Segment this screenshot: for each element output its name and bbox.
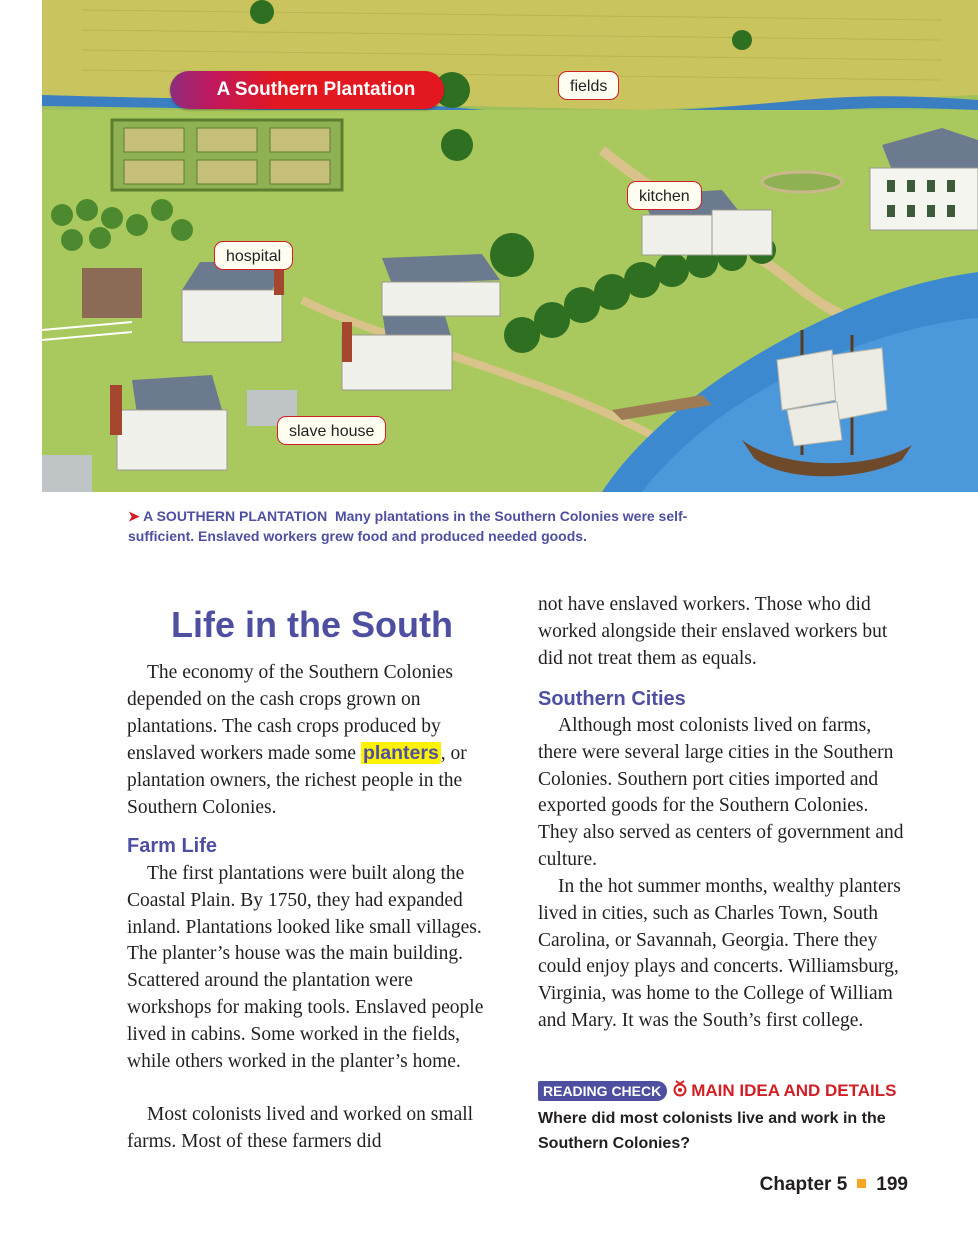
- southern-cities-paragraph-1: Although most colonists lived on farms, there were several large cities in the Southern Colonies. Southern port cities imported and exported goods for the Southern Colonies. They also served as centers of government and culture.: [538, 715, 904, 870]
- farm-life-heading: Farm Life: [127, 835, 218, 857]
- southern-cities-heading: Southern Cities: [538, 688, 686, 710]
- folio-divider: [857, 1179, 866, 1188]
- illustration-caption: [128, 506, 688, 546]
- reading-check-badge: READING CHECK: [538, 1081, 667, 1101]
- label-fields: fields: [558, 71, 619, 100]
- chapter-label: Chapter 5: [759, 1174, 848, 1195]
- section-title: Life in the South: [171, 604, 453, 645]
- caption-heading: A SOUTHERN PLANTATION: [143, 508, 328, 524]
- illustration-title: A Southern Plantation: [170, 71, 444, 109]
- label-slave-house: slave house: [277, 416, 386, 445]
- vocabulary-term-planters: planters: [362, 742, 439, 765]
- intro-text-start: The economy of the Southern Colonies depended on the cash crops grown on plantations. The cash crops produced by enslaved workers made some: [127, 662, 453, 765]
- label-hospital: hospital: [214, 241, 293, 270]
- reading-check-question: Where did most colonists live and work in the Southern Colonies?: [538, 1110, 886, 1152]
- page-footer: [760, 1174, 908, 1196]
- farm-life-paragraph-2-start: Most colonists lived and worked on small farms. Most of these farmers did: [127, 1104, 474, 1152]
- caption-arrow-icon: ➤: [128, 508, 140, 524]
- plantation-illustration: [42, 0, 978, 492]
- caption-text: Many plantations in the Southern Colonies were self-sufficient. Enslaved workers grew food and produced needed goods.: [128, 508, 688, 544]
- label-kitchen: kitchen: [627, 181, 702, 210]
- reading-check: [538, 1079, 897, 1101]
- farm-life-paragraph-1: The first plantations were built along the Coastal Plain. By 1750, they had expanded inland. Plantations looked like small villages. The planter’s house was the main building. Scattered around the plantation were workshops for making tools. Enslaved people lived in cabins. Some worked in the fields, while others worked in the planter’s home.: [127, 863, 484, 1072]
- southern-cities-paragraph-2: In the hot summer months, wealthy planters lived in cities, such as Charles Town, South Carolina, or Savannah, Georgia. There they could enjoy plays and concerts. Williamsburg, Virginia, was home to the College of William and Mary. It was the South’s first college.: [538, 876, 901, 1031]
- page-number: 199: [876, 1174, 908, 1195]
- intro-text-end: , or plantation owners, the richest people in the Southern Colonies.: [127, 743, 467, 818]
- farm-life-paragraph-2-end: not have enslaved workers. Those who did worked alongside their enslaved workers but did not treat them as equals.: [538, 594, 888, 669]
- main-idea-skill-icon: [673, 1079, 687, 1102]
- intro-paragraph: [127, 660, 497, 822]
- reading-check-skill: MAIN IDEA AND DETAILS: [691, 1080, 897, 1100]
